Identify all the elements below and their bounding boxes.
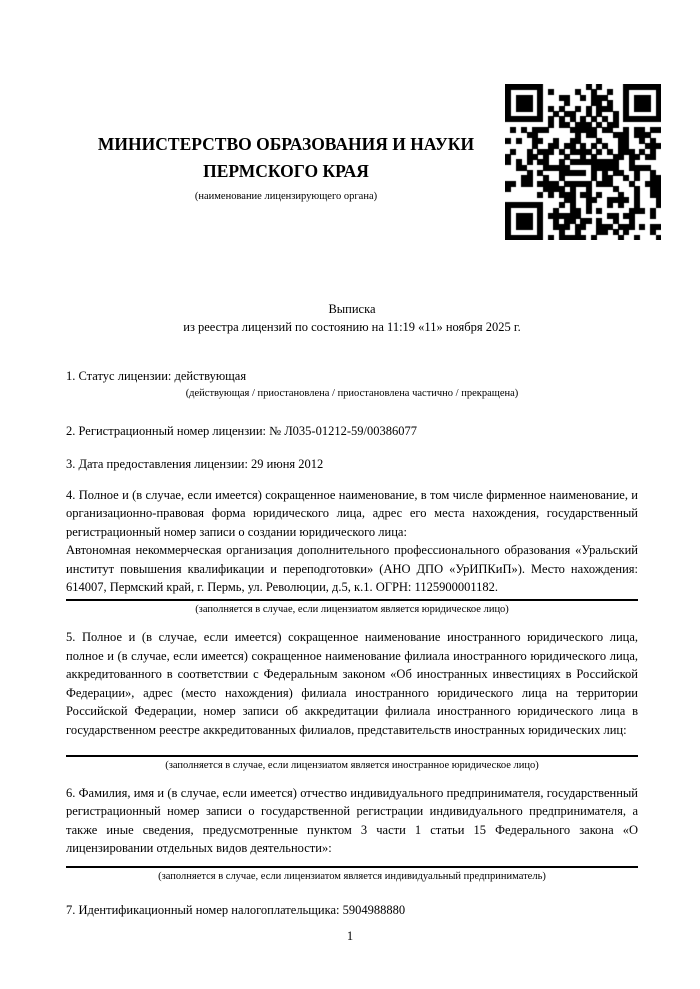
item-registration-number xyxy=(66,422,638,440)
license-status-text: 1. Статус лицензии: действующая xyxy=(66,368,247,383)
ministry-name-line1: МИНИСТЕРСТВО ОБРАЗОВАНИЯ И НАУКИ xyxy=(97,134,475,154)
item-license-date xyxy=(66,455,638,473)
individual-entrepreneur-question: 6. Фамилия, имя и (в случае, если имеется) отчество индивидуального предпринимателя, государственный регистрационный номер записи о государственной регистрации индивидуального предпринимателя, а также иные сведения, предусмотренные пунктом 3 части 1 статьи 15 Федерального закона «О лицензировании отдельных видов деятельности»: xyxy=(66,785,638,856)
ministry-caption: (наименование лицензирующего органа) xyxy=(194,191,378,202)
legal-entity-value: Автономная некоммерческая организация дополнительного профессионального образования «Уральский институт повышения квалификации и переподготовки» (АНО ДПО «УрИПКиП»). Место нахождения: 614007, Пермский край, г. Пермь, ул. Революции, д.5, к.1. ОГРН: 1125900001182. xyxy=(66,543,638,595)
document-body xyxy=(66,0,638,919)
title-line2: из реестра лицензий по состоянию на 11:19 «11» ноября 2025 г. xyxy=(183,320,521,335)
legal-entity-caption: (заполняется в случае, если лицензиатом является юридическое лицо) xyxy=(195,604,509,616)
item-license-status xyxy=(66,367,638,400)
item-individual-entrepreneur xyxy=(66,784,638,883)
item-foreign-entity xyxy=(66,628,638,771)
registration-number-text: 2. Регистрационный номер лицензии: № Л035-01212-59/00386077 xyxy=(66,424,417,439)
license-date-text: 3. Дата предоставления лицензии: 29 июня 2012 xyxy=(66,456,324,471)
license-status-caption: (действующая / приостановлена / приостановлена частично / прекращена) xyxy=(185,388,519,400)
foreign-entity-rule xyxy=(66,755,638,757)
item-legal-entity xyxy=(66,486,638,616)
foreign-entity-question: 5. Полное и (в случае, если имеется) сокращенное наименование иностранного юридического лица, полное и (в случае, если имеется) сокращенное наименование филиала иностранного юридического лица, аккредитованного в соответствии с Федеральным законом «Об иностранных инвестициях в Российской Федерации», адрес (место нахождения) филиала иностранного юридического лица на территории Российской Федерации, номер записи об аккредитации филиала иностранного юридического лица в государственном реестре аккредитованных филиалов, представительств иностранных юридических лиц: xyxy=(66,630,638,737)
title-line1: Выписка xyxy=(328,302,376,316)
document-title xyxy=(66,300,638,337)
taxpayer-number-text: 7. Идентификационный номер налогоплательщика: 5904988880 xyxy=(66,902,406,917)
ministry-name-line2: ПЕРМСКОГО КРАЯ xyxy=(203,161,369,181)
item-taxpayer-number xyxy=(66,901,638,919)
legal-entity-question: 4. Полное и (в случае, если имеется) сокращенное наименование, в том числе фирменное наименование, и организационно-правовая форма юридического лица, адрес его места нахождения, государственный регистрационный номер записи о создании юридического лица: xyxy=(66,488,638,539)
page-number: 1 xyxy=(346,929,354,943)
foreign-entity-caption: (заполняется в случае, если лицензиатом является иностранное юридическое лицо) xyxy=(165,759,539,771)
legal-entity-rule xyxy=(66,599,638,601)
individual-entrepreneur-rule xyxy=(66,866,638,868)
individual-entrepreneur-caption: (заполняется в случае, если лицензиатом является индивидуальный предприниматель) xyxy=(158,870,546,882)
